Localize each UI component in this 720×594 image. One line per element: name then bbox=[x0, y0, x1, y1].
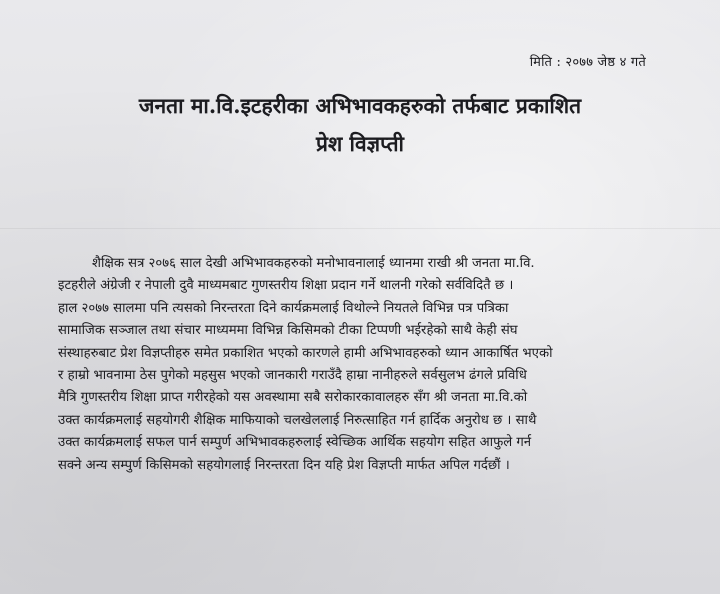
body-line: सक्ने अन्य सम्पुर्ण किसिमको सहयोगलाई निरन्तरता दिन यहि प्रेश विज्ञप्ती मार्फत अपिल गर्दछौं । bbox=[58, 457, 510, 473]
body-paragraph bbox=[58, 253, 652, 477]
body-line: उक्त कार्यक्रमलाई सहयोगरी शैक्षिक माफियाको चलखेललाई निरुत्साहित गर्न हार्दिक अनुरोध छ । साथै bbox=[58, 412, 537, 428]
body-line: मैत्रि गुणस्तरीय शिक्षा प्राप्त गरीरहेको यस अवस्थामा सबै सरोकारकावालहरु सँग श्री जनता मा.वि.को bbox=[58, 390, 528, 406]
body-line: उक्त कार्यक्रमलाई सफल पार्न सम्पुर्ण अभिभावकहरुलाई स्वेच्छिक आर्थिक सहयोग सहित आफुले गर्न bbox=[58, 435, 532, 451]
body-line: र हाम्रो भावनामा ठेस पुगेको महसुस भएको जानकारी गराउँदै हाम्रा नानीहरुले सर्वसुलभ ढंगले प्रविधि bbox=[58, 367, 527, 383]
body-line: सामाजिक सञ्जाल तथा संचार माध्यममा विभिन्न किसिमको टीका टिप्पणी भईरहेको साथै केही संघ bbox=[58, 323, 518, 339]
body-line: शैक्षिक सत्र २०७६ साल देखी अभिभावकहरुको मनोभावनालाई ध्यानमा राखी श्री जनता मा.वि. bbox=[92, 256, 535, 271]
title-line-1: जनता मा.वि.इटहरीका अभिभावकहरुको तर्फबाट प्रकाशित bbox=[138, 93, 582, 118]
body-line: हाल २०७७ सालमा पनि त्यसको निरन्तरता दिने कार्यक्रमलाई विथोल्ने नियतले विभिन्न पत्र पत्रिका bbox=[58, 300, 509, 316]
date-line: मिति : २०७७ जेष्ठ ४ गते bbox=[529, 55, 646, 70]
body-line: संस्थाहरुबाट प्रेश विज्ञप्तीहरु समेत प्रकाशित भएको कारणले हामी अभिभावहरुको ध्यान आकार्षित भएको bbox=[58, 345, 553, 361]
title-line-2: प्रेश विज्ञप्ती bbox=[316, 131, 404, 156]
paper-fold-line bbox=[0, 228, 720, 229]
body-line: इटहरीले अंग्रेजी र नेपाली दुवै माध्यमबाट गुणस्तरीय शिक्षा प्रदान गर्ने थालनी गरेको सर्वविदितै छ । bbox=[58, 278, 514, 294]
